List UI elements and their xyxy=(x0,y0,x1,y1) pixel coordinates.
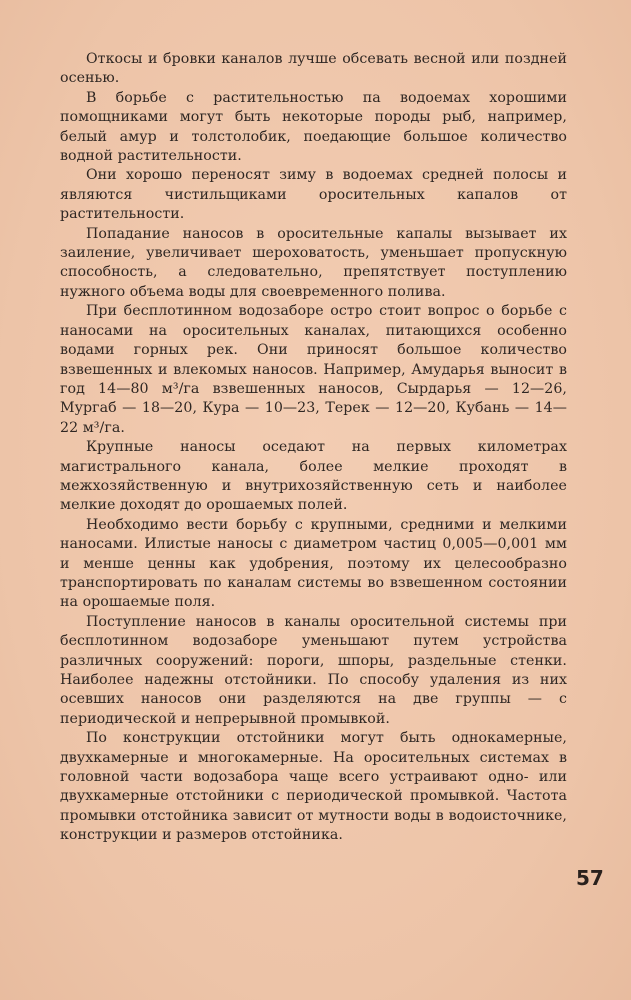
body-text xyxy=(60,50,567,846)
paragraph: Они хорошо переносят зиму в водоемах средней полосы и являются чистильщиками оросительных капалов от растительности. xyxy=(60,167,567,223)
paragraph: При бесплотинном водозаборе остро стоит вопрос о борьбе с наносами на оросительных каналах, питающихся особенно водами горных рек. Они приносят большое количество взвешенных и влекомых наносов. Например, Амударья выносит в год 14—80 м³/га взвешенных наносов, Сырдарья — 12—26, Мургаб — 18—20, Кура — 10—23, Терек — 12—20, Кубань — 14—22 м³/га. xyxy=(60,303,567,436)
page-number: 57 xyxy=(576,866,604,890)
paragraph: Попадание наносов в оросительные капалы вызывает их заиление, увеличивает шероховатость, уменьшает пропускную способность, а следовательно, препятствует поступлению нужного объема воды для своевременного полива. xyxy=(60,225,567,300)
paragraph: По конструкции отстойники могут быть однокамерные, двухкамерные и многокамерные. На оросительных системах в головной части водозабора чаще всего устраивают одно- или двухкамерные отстойники с периодической промывкой. Частота промывки отстойника зависит от мутности воды в водоисточнике, конструкции и размеров отстойника. xyxy=(60,730,567,844)
paragraph: Крупные наносы оседают на первых километрах магистрального канала, более мелкие проходят в межхозяйственную и внутрихозяйственную сеть и наиболее мелкие доходят до орошаемых полей. xyxy=(60,439,567,514)
paragraph: Поступление наносов в каналы оросительной системы при бесплотинном водозаборе уменьшают путем устройства различных сооружений: пороги, шпоры, раздельные стенки. Наиболее надежны отстойники. По способу удаления из них осевших наносов они разделяются на две группы — с периодической и непрерывной промывкой. xyxy=(60,613,567,727)
paragraph: Откосы и бровки каналов лучше обсевать весной или поздней осенью. xyxy=(60,51,567,87)
paragraph: Необходимо вести борьбу с крупными, средними и мелкими наносами. Илистые наносы с диаметром частиц 0,005—0,001 мм и менше ценны как удобрения, поэтому их целесообразно транспортировать по каналам системы во взвешенном состоянии на орошаемые поля. xyxy=(60,516,567,611)
paragraph: В борьбе с растительностью па водоемах хорошими помощниками могут быть некоторые породы рыб, например, белый амур и толстолобик, поедающие большое количество водной растительности. xyxy=(60,89,567,165)
